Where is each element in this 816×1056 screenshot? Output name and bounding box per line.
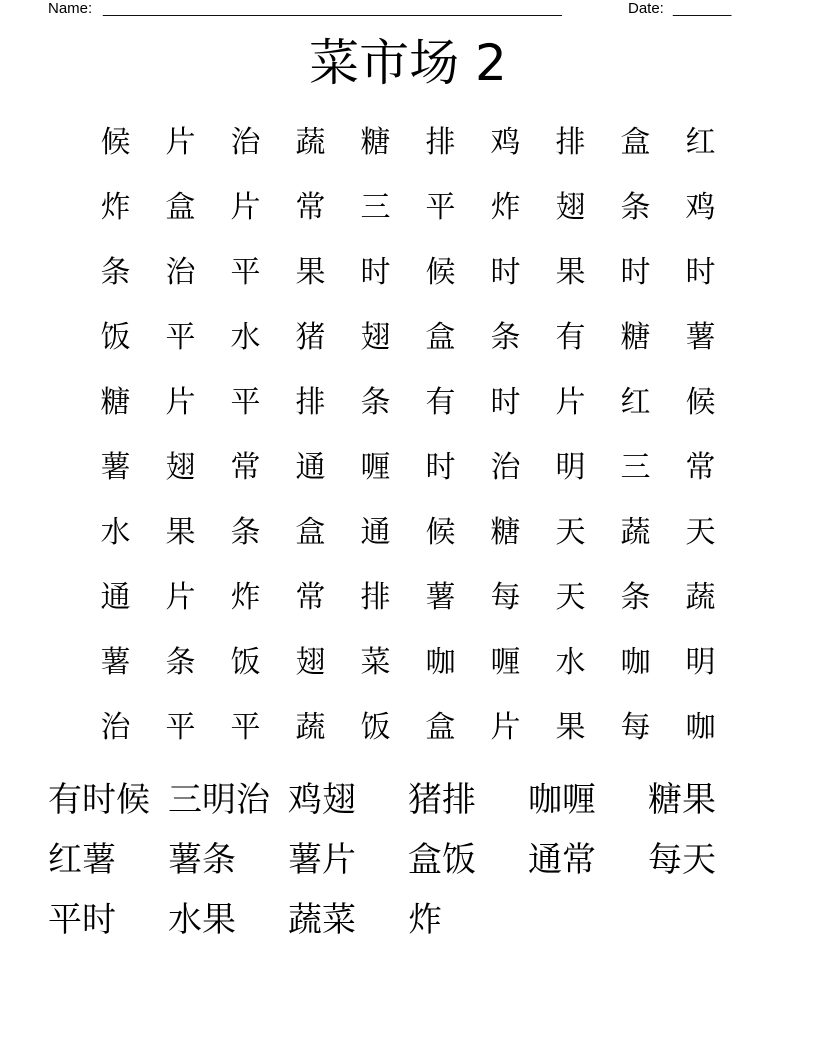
grid-cell: 排 bbox=[425, 125, 456, 160]
grid-cell: 果 bbox=[165, 515, 196, 550]
grid-cell: 条 bbox=[165, 645, 196, 680]
grid-cell: 条 bbox=[100, 255, 131, 290]
grid-cell: 平 bbox=[425, 190, 456, 225]
grid-cell: 三 bbox=[360, 190, 391, 225]
date-blank: _______ bbox=[673, 0, 732, 17]
grid-cell: 有 bbox=[425, 385, 456, 420]
grid-cell: 排 bbox=[360, 580, 391, 615]
grid-cell: 糖 bbox=[620, 320, 651, 355]
grid-cell: 候 bbox=[685, 385, 716, 420]
word-bank-item: 蔬菜 bbox=[288, 900, 356, 940]
grid-cell: 时 bbox=[490, 385, 521, 420]
grid-cell: 翅 bbox=[165, 450, 196, 485]
grid-cell: 水 bbox=[230, 320, 261, 355]
grid-cell: 明 bbox=[555, 450, 586, 485]
grid-cell: 常 bbox=[295, 190, 326, 225]
grid-cell: 薯 bbox=[100, 450, 131, 485]
grid-cell: 条 bbox=[620, 580, 651, 615]
grid-cell: 通 bbox=[295, 450, 326, 485]
grid-cell: 果 bbox=[555, 710, 586, 745]
grid-cell: 常 bbox=[685, 450, 716, 485]
grid-cell: 治 bbox=[490, 450, 521, 485]
grid-cell: 排 bbox=[295, 385, 326, 420]
grid-cell: 有 bbox=[555, 320, 586, 355]
grid-cell: 菜 bbox=[360, 645, 391, 680]
word-bank-item: 咖喱 bbox=[528, 780, 596, 820]
grid-cell: 平 bbox=[230, 710, 261, 745]
grid-cell: 时 bbox=[360, 255, 391, 290]
grid-cell: 糖 bbox=[490, 515, 521, 550]
word-bank-item: 通常 bbox=[528, 840, 596, 880]
grid-cell: 红 bbox=[685, 125, 716, 160]
grid-cell: 片 bbox=[230, 190, 261, 225]
grid-cell: 治 bbox=[230, 125, 261, 160]
grid-row bbox=[83, 305, 733, 370]
grid-cell: 每 bbox=[490, 580, 521, 615]
word-bank-item: 薯片 bbox=[288, 840, 356, 880]
name-blank: _______________________________________________________ bbox=[103, 0, 562, 17]
grid-cell: 排 bbox=[555, 125, 586, 160]
grid-cell: 每 bbox=[620, 710, 651, 745]
grid-cell: 咖 bbox=[425, 645, 456, 680]
grid-cell: 水 bbox=[555, 645, 586, 680]
grid-cell: 片 bbox=[555, 385, 586, 420]
grid-row bbox=[83, 500, 733, 565]
grid-cell: 咖 bbox=[620, 645, 651, 680]
word-bank-item: 有时候 bbox=[48, 780, 150, 820]
grid-cell: 糖 bbox=[100, 385, 131, 420]
word-bank-item: 鸡翅 bbox=[288, 780, 356, 820]
word-bank-item: 炸 bbox=[408, 900, 442, 940]
word-bank-item: 平时 bbox=[48, 900, 116, 940]
word-bank-item: 猪排 bbox=[408, 780, 476, 820]
grid-cell: 饭 bbox=[360, 710, 391, 745]
grid-cell: 糖 bbox=[360, 125, 391, 160]
grid-cell: 时 bbox=[685, 255, 716, 290]
grid-row bbox=[83, 175, 733, 240]
grid-cell: 炸 bbox=[490, 190, 521, 225]
grid-cell: 条 bbox=[490, 320, 521, 355]
grid-cell: 治 bbox=[165, 255, 196, 290]
word-bank-item: 盒饭 bbox=[408, 840, 476, 880]
grid-cell: 天 bbox=[685, 515, 716, 550]
grid-cell: 饭 bbox=[100, 320, 131, 355]
grid-cell: 饭 bbox=[230, 645, 261, 680]
grid-cell: 薯 bbox=[685, 320, 716, 355]
grid-cell: 通 bbox=[100, 580, 131, 615]
grid-cell: 薯 bbox=[425, 580, 456, 615]
grid-cell: 翅 bbox=[295, 645, 326, 680]
grid-cell: 时 bbox=[620, 255, 651, 290]
grid-cell: 条 bbox=[620, 190, 651, 225]
grid-cell: 片 bbox=[165, 580, 196, 615]
word-bank-item: 薯条 bbox=[168, 840, 236, 880]
word-bank-item: 三明治 bbox=[168, 780, 270, 820]
grid-cell: 条 bbox=[360, 385, 391, 420]
grid-cell: 平 bbox=[230, 255, 261, 290]
grid-cell: 通 bbox=[360, 515, 391, 550]
grid-cell: 猪 bbox=[295, 320, 326, 355]
grid-cell: 薯 bbox=[100, 645, 131, 680]
grid-cell: 片 bbox=[165, 385, 196, 420]
word-bank-item: 每天 bbox=[648, 840, 716, 880]
name-label: Name: bbox=[48, 0, 93, 17]
word-search-grid bbox=[83, 110, 733, 760]
grid-cell: 时 bbox=[490, 255, 521, 290]
grid-cell: 治 bbox=[100, 710, 131, 745]
grid-cell: 喱 bbox=[490, 645, 521, 680]
grid-cell: 片 bbox=[165, 125, 196, 160]
word-bank bbox=[48, 770, 768, 950]
grid-cell: 天 bbox=[555, 580, 586, 615]
grid-cell: 盒 bbox=[425, 710, 456, 745]
grid-cell: 片 bbox=[490, 710, 521, 745]
grid-cell: 盒 bbox=[620, 125, 651, 160]
grid-cell: 盒 bbox=[425, 320, 456, 355]
grid-cell: 翅 bbox=[555, 190, 586, 225]
grid-cell: 炸 bbox=[230, 580, 261, 615]
grid-cell: 鸡 bbox=[490, 125, 521, 160]
grid-cell: 盒 bbox=[165, 190, 196, 225]
grid-cell: 条 bbox=[230, 515, 261, 550]
grid-cell: 候 bbox=[100, 125, 131, 160]
grid-cell: 常 bbox=[295, 580, 326, 615]
grid-cell: 红 bbox=[620, 385, 651, 420]
worksheet-header bbox=[48, 0, 748, 18]
grid-cell: 平 bbox=[230, 385, 261, 420]
word-bank-item: 糖果 bbox=[648, 780, 716, 820]
grid-cell: 三 bbox=[620, 450, 651, 485]
grid-cell: 候 bbox=[425, 515, 456, 550]
date-label: Date: bbox=[628, 0, 664, 17]
grid-row bbox=[83, 630, 733, 695]
grid-cell: 喱 bbox=[360, 450, 391, 485]
grid-cell: 鸡 bbox=[685, 190, 716, 225]
grid-cell: 盒 bbox=[295, 515, 326, 550]
grid-cell: 明 bbox=[685, 645, 716, 680]
grid-cell: 炸 bbox=[100, 190, 131, 225]
grid-cell: 蔬 bbox=[685, 580, 716, 615]
grid-cell: 果 bbox=[555, 255, 586, 290]
grid-cell: 咖 bbox=[685, 710, 716, 745]
grid-row bbox=[83, 695, 733, 760]
grid-row bbox=[83, 240, 733, 305]
grid-cell: 翅 bbox=[360, 320, 391, 355]
grid-cell: 时 bbox=[425, 450, 456, 485]
grid-cell: 蔬 bbox=[295, 710, 326, 745]
grid-cell: 平 bbox=[165, 320, 196, 355]
page-title: 菜市场 2 bbox=[309, 34, 507, 92]
grid-row bbox=[83, 110, 733, 175]
grid-cell: 平 bbox=[165, 710, 196, 745]
grid-cell: 常 bbox=[230, 450, 261, 485]
word-bank-item: 水果 bbox=[168, 900, 236, 940]
grid-row bbox=[83, 435, 733, 500]
grid-cell: 水 bbox=[100, 515, 131, 550]
grid-cell: 蔬 bbox=[620, 515, 651, 550]
grid-row bbox=[83, 370, 733, 435]
grid-row bbox=[83, 565, 733, 630]
grid-cell: 天 bbox=[555, 515, 586, 550]
grid-cell: 蔬 bbox=[295, 125, 326, 160]
grid-cell: 候 bbox=[425, 255, 456, 290]
word-bank-item: 红薯 bbox=[48, 840, 116, 880]
grid-cell: 果 bbox=[295, 255, 326, 290]
